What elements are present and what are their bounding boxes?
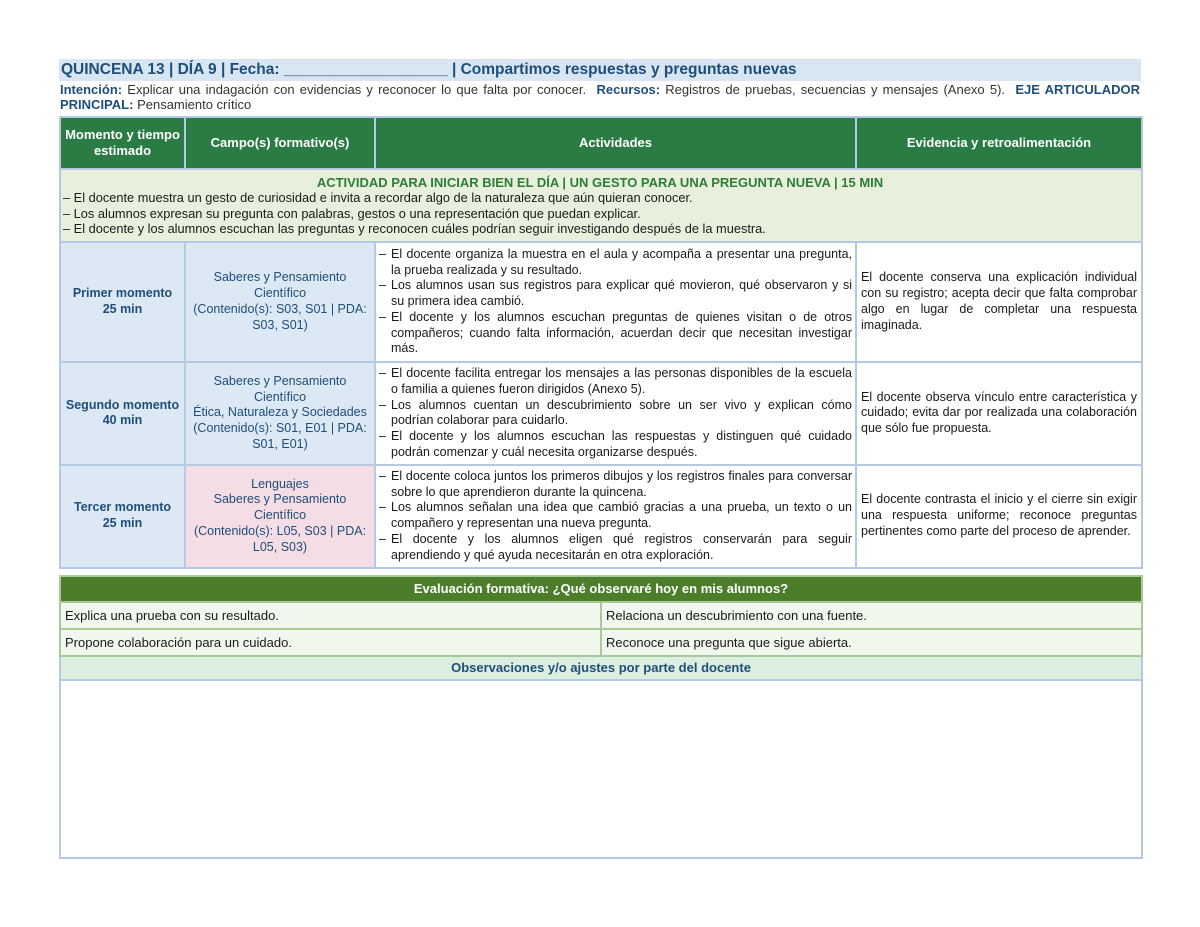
moment-time: 40 min — [102, 413, 143, 428]
warmup-line: – Los alumnos expresan su pregunta con palabras, gestos o una representación que puedan explicar. — [63, 205, 641, 221]
campo-line: Ética, Naturaleza y Sociedades — [193, 405, 367, 420]
campo-cell — [185, 362, 375, 465]
observations-title: Observaciones y/o ajustes por parte del docente — [60, 656, 1142, 680]
evidence-cell: El docente observa vínculo entre característica y cuidado; evita dar por realizada una colaboración que sólo fue propuesta. — [856, 362, 1142, 465]
table-row — [60, 362, 1142, 465]
campo-line: Lenguajes — [251, 476, 309, 491]
activity-item: El docente coloca juntos los primeros dibujos y los registros finales para conversar sobre lo que aprendieron durante la quincena. — [391, 468, 852, 499]
header-actividades: Actividades — [375, 117, 856, 169]
observations-area[interactable] — [60, 680, 1142, 858]
campo-line: Saberes y Pensamiento Científico — [213, 492, 347, 523]
table-header-row — [60, 117, 1142, 169]
intent-paragraph — [59, 82, 1141, 112]
evaluation-item: Reconoce una pregunta que sigue abierta. — [601, 629, 1142, 656]
intencion-text: Explicar una indagación con evidencias y reconocer lo que falta por conocer. — [127, 82, 587, 97]
warmup-title: ACTIVIDAD PARA INICIAR BIEN EL DÍA | UN GESTO PARA UNA PREGUNTA NUEVA | 15 MIN — [316, 175, 884, 191]
campo-line: Saberes y Pensamiento Científico — [213, 373, 347, 404]
campo-line: (Contenido(s): S01, E01 | PDA: S01, E01) — [193, 421, 367, 452]
title-suffix: | Compartimos respuestas y preguntas nuevas — [451, 61, 797, 78]
moment-time: 25 min — [102, 516, 143, 531]
activity-item: El docente y los alumnos escuchan las respuestas y distinguen qué cuidado podrán comenzar y cuál necesita organizarse después. — [391, 429, 852, 459]
eje-text: Pensamiento crítico — [137, 97, 252, 112]
evaluation-item: Propone colaboración para un cuidado. — [60, 629, 601, 656]
moment-name: Tercer momento — [73, 500, 171, 515]
warmup-line: – El docente y los alumnos escuchan las preguntas y reconocen cuáles podrían seguir investigando después de la muestra. — [63, 221, 766, 237]
campo-line: (Contenido(s): L05, S03 | PDA: L05, S03) — [193, 524, 367, 554]
recursos-label: Recursos: — [596, 82, 661, 97]
evaluation-item: Explica una prueba con su resultado. — [60, 602, 601, 629]
activities-cell: – El docente facilita entregar los mensajes a las personas disponibles de la escuela o familia a quienes fueron dirigidos (Anexo 5). – Los alumnos cuentan un descubrimiento sobre un ser vivo y explican cómo podrían colaborar para cuidarlo. – El docente y los alumnos escuchan las respuestas y distinguen qué cuidado podrán comenzar y cuál necesita organizarse después. — [375, 362, 856, 465]
moment-cell — [60, 242, 185, 362]
activity-item: Los alumnos usan sus registros para explicar qué movieron, qué observaron y si su primera idea cambió. — [391, 278, 852, 309]
activities-cell: – El docente organiza la muestra en el aula y acompaña a presentar una pregunta, la prueba realizada y su resultado. – Los alumnos usan sus registros para explicar qué movieron, qué observaron y si su primera idea cambió. – El docente y los alumnos escuchan preguntas de quienes visitan o de otros compañeros; cuando falta información, acuerdan decir que necesitan investigar más. — [375, 242, 856, 362]
page-title — [59, 59, 1141, 81]
moment-cell — [60, 362, 185, 465]
warmup-cell — [60, 169, 1142, 242]
moment-time: 25 min — [102, 302, 143, 316]
evaluation-item: Relaciona un descubrimiento con una fuente. — [601, 602, 1142, 629]
campo-cell — [185, 242, 375, 362]
title-prefix: QUINCENA 13 | DÍA 9 | Fecha: — [61, 61, 280, 78]
activity-item: Los alumnos señalan una idea que cambió gracias a una prueba, un texto o un compañero y representan una nueva pregunta. — [391, 500, 852, 531]
evidence-cell: El docente conserva una explicación individual con su registro; acepta decir que falta comprobar algo en lugar de completar una respuesta imaginada. — [856, 242, 1142, 362]
header-campo: Campo(s) formativo(s) — [185, 117, 375, 169]
intencion-label: Intención: — [60, 82, 123, 97]
activities-cell: – El docente coloca juntos los primeros dibujos y los registros finales para conversar sobre lo que aprendieron durante la quincena. – Los alumnos señalan una idea que cambió gracias a una prueba, un texto o un compañero y representan una nueva pregunta. – El docente y los alumnos eligen qué registros conservarán para seguir aprendiendo y qué ayuda necesitarán en otra exploración. — [375, 465, 856, 568]
header-momento: Momento y tiempo estimado — [60, 117, 185, 169]
activity-item: El docente y los alumnos escuchan preguntas de quienes visitan o de otros compañeros; cuando falta información, acuerdan decir que necesitan investigar más. — [391, 309, 852, 356]
moment-name: Primer momento — [72, 286, 173, 301]
header-evidencia: Evidencia y retroalimentación — [856, 117, 1142, 169]
activity-item: El docente y los alumnos eligen qué registros conservarán para seguir aprendiendo y qué ayuda necesitarán en otra exploración. — [391, 531, 852, 562]
campo-line: (Contenido(s): S03, S01 | PDA: S03, S01) — [193, 302, 367, 332]
warmup-line: – El docente muestra un gesto de curiosidad e invita a recordar algo de la naturaleza que aún quieran conocer. — [63, 190, 693, 206]
activity-item: Los alumnos cuentan un descubrimiento sobre un ser vivo y explican cómo podrían colaborar para cuidarlo. — [391, 397, 852, 428]
moment-name: Segundo momento — [65, 397, 180, 412]
activity-item: El docente facilita entregar los mensajes a las personas disponibles de la escuela o familia a quienes fueron dirigidos (Anexo 5). — [391, 366, 852, 396]
eje-label: EJE ARTICULADOR PRINCIPAL: — [60, 82, 1140, 112]
table-row — [60, 465, 1142, 568]
evaluation-table — [59, 575, 1143, 859]
moment-cell — [60, 465, 185, 568]
date-blank: ___________________ — [283, 61, 448, 78]
evaluation-title: Evaluación formativa: ¿Qué observaré hoy en mis alumnos? — [60, 576, 1142, 602]
lesson-plan-page — [59, 59, 1141, 859]
recursos-text: Registros de pruebas, secuencias y mensajes (Anexo 5). — [665, 82, 1006, 97]
table-row — [60, 242, 1142, 362]
activity-item: El docente organiza la muestra en el aula y acompaña a presentar una pregunta, la prueba realizada y su resultado. — [391, 246, 852, 277]
activities-table — [59, 116, 1143, 569]
evidence-cell: El docente contrasta el inicio y el cierre sin exigir una respuesta uniforme; reconoce preguntas pertinentes como parte del proceso de aprender. — [856, 465, 1142, 568]
campo-cell — [185, 465, 375, 568]
campo-line: Saberes y Pensamiento Científico — [213, 270, 347, 301]
warmup-row — [60, 169, 1142, 242]
